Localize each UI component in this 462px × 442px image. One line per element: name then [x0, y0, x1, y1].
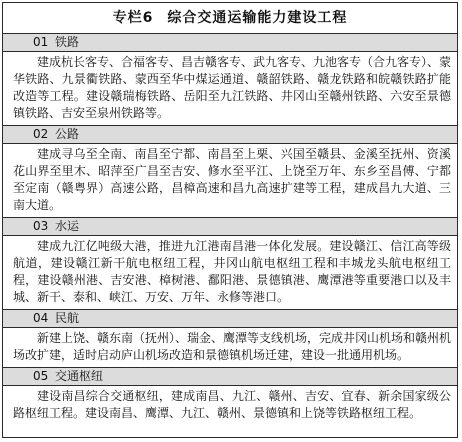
section-body-highway: 建成寻乌至全南、南昌至宁都、南昌至上栗、兴国至赣县、金溪至抚州、资溪花山界至里木、昭萍至广昌至吉安、修水至平江、上饶至万年、东乡至昌傅、宁都至定南（赣粤界）高速公路，昌樟高速和昌九高速扩建等工程，建成昌九大道、三南大道。	[3, 144, 457, 218]
section-body-railway: 建成杭长客专、合福客专、昌吉赣客专、武九客专、九池客专（合九客专）、蒙华铁路、九景衢铁路、蒙西至华中煤运通道、赣韶铁路、赣龙铁路和皖赣铁路扩能改造等工程。建设赣瑞梅铁路、岳阳至九江铁路、井冈山至赣州铁路、六安至景德镇铁路、吉安至泉州铁路等。	[3, 52, 457, 126]
section-body-aviation: 新建上饶、赣东南（抚州）、瑞金、鹰潭等支线机场，完成井冈山机场和赣州机场改扩建，适时启动庐山机场改造和景德镇机场迁建，建设一批通用机场。	[3, 328, 457, 368]
section-heading: 交通枢纽	[55, 369, 104, 383]
section-number: 04	[33, 311, 49, 325]
section-header-highway	[3, 126, 457, 144]
section-number: 03	[33, 219, 49, 233]
section-heading: 公路	[55, 127, 80, 141]
section-header-hub	[3, 368, 457, 386]
section-number: 01	[33, 35, 49, 49]
column-title	[3, 3, 457, 34]
section-body-hub: 建设南昌综合交通枢纽，建成南昌、九江、赣州、吉安、宜春、新余国家级公路枢纽工程。建设南昌、鹰潭、九江、赣州、景德镇和上饶等铁路枢纽工程。	[13, 389, 451, 420]
section-header-railway	[3, 34, 457, 52]
section-number: 02	[33, 127, 49, 141]
section-body-waterway: 建成九江亿吨级大港，推进九江港南昌港一体化发展。建设赣江、信江高等级航道，建设赣江新干航电枢纽工程，井冈山航电枢纽工程和丰城龙头航电枢纽工程，建设赣州港、吉安港、樟树港、鄱阳港、景德镇港、鹰潭港等重要港口以及丰城、新干、泰和、峡江、万安、万年、永修等港口。	[3, 236, 457, 310]
section-header-waterway	[3, 218, 457, 236]
section-header-aviation	[3, 310, 457, 328]
section-heading: 民航	[55, 311, 80, 325]
column-title-text: 综合交通运输能力建设工程	[167, 10, 348, 26]
column-number: 专栏6	[112, 10, 154, 26]
section-number: 05	[33, 369, 49, 383]
column-box	[2, 2, 458, 438]
section-heading: 铁路	[55, 35, 80, 49]
section-heading: 水运	[55, 219, 80, 233]
